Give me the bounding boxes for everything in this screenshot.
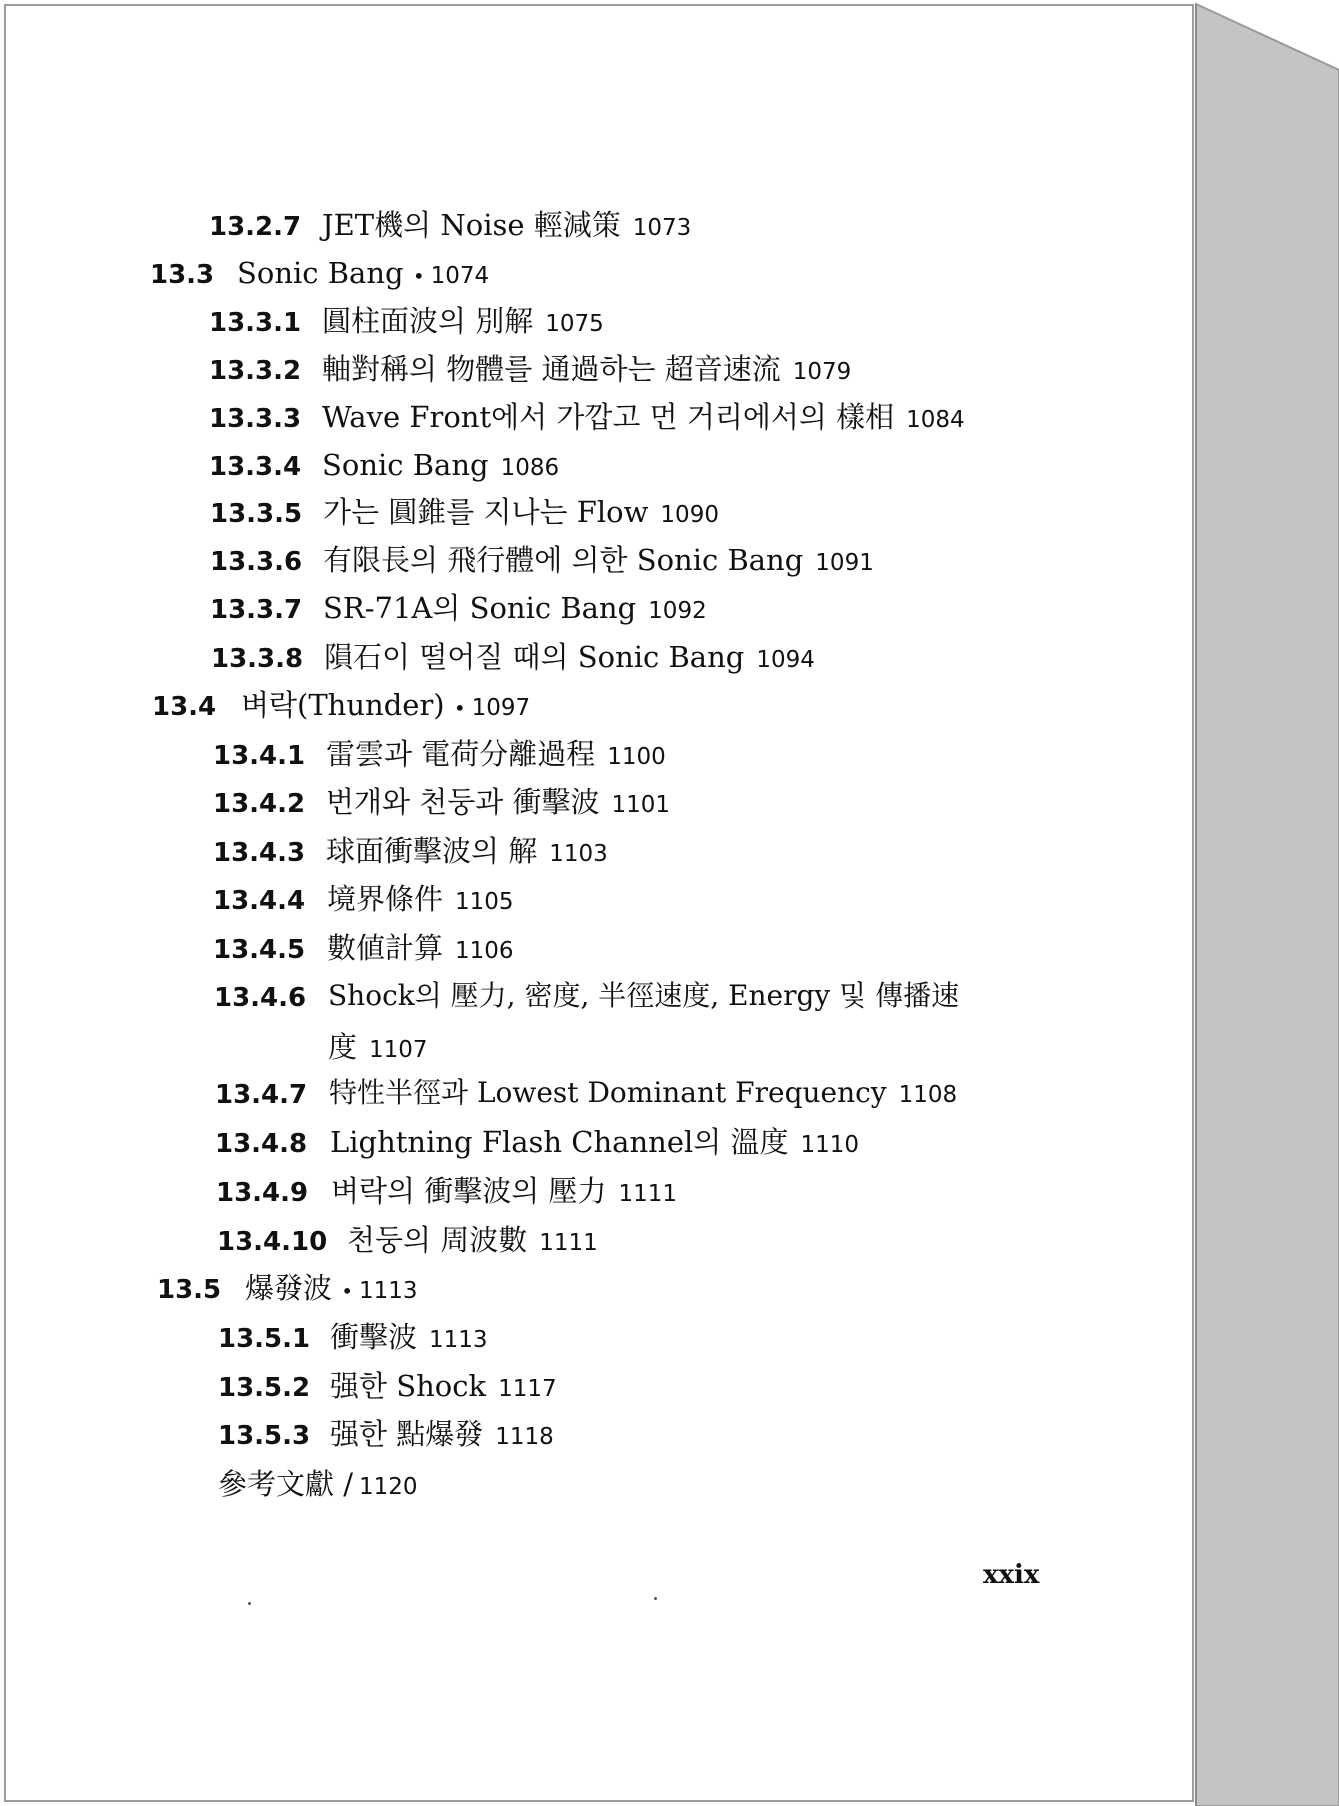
toc-separator: • [341,1279,354,1303]
toc-number: 13.3.7 [210,595,303,625]
toc-entry [347,1223,598,1260]
toc-entry [327,931,514,968]
toc-entry [322,208,691,245]
toc-number: 13.3.8 [211,644,304,674]
toc-page: 1105 [455,889,514,915]
toc-title: 强한 Shock [330,1369,487,1403]
toc-title: 衝擊波 [330,1320,418,1354]
toc-number: 13.4.5 [213,935,306,965]
toc-number: 13.3.3 [209,404,302,434]
toc-title: 度 [328,1030,358,1064]
toc-title: 천둥의 周波數 [347,1223,528,1257]
toc-entry [330,1369,557,1406]
toc-number: 13.5.3 [218,1421,311,1451]
toc-title: 번개와 천둥과 衝擊波 [326,785,600,819]
toc-entry [322,448,559,485]
toc-page: 1101 [611,792,671,818]
toc-page: 1111 [539,1230,598,1256]
toc-title: 强한 點爆發 [330,1417,484,1451]
toc-number: 13.4.10 [217,1227,328,1257]
toc-title: 爆發波 [245,1271,333,1305]
toc-number: 13.3 [150,260,215,290]
toc-separator: • [412,264,425,288]
toc-page: 1079 [792,359,852,385]
toc-page: 1084 [906,407,965,433]
toc-number: 13.4.2 [213,789,306,819]
toc-title: 雷雲과 電荷分離過程 [326,737,596,771]
toc-entry [322,304,604,341]
toc-title: 特性半徑과 Lowest Dominant Frequency [329,1076,887,1109]
toc-number: 13.5 [157,1275,222,1305]
toc-separator: / [343,1467,354,1501]
page-number: xxix [983,1560,1040,1590]
toc-page: 1113 [429,1327,488,1353]
toc-entry [241,688,530,725]
toc-page: 1090 [660,502,719,528]
toc-number: 13.3.2 [209,356,302,386]
toc-entry [330,1125,859,1162]
scan-speck [654,1597,657,1600]
toc-entry [322,400,965,437]
toc-entry [324,640,815,677]
toc-page: 1075 [545,311,604,337]
toc-page: 1106 [455,938,514,964]
toc-entry [326,785,670,822]
toc-page: 1110 [800,1132,860,1158]
toc-page: 1100 [607,744,666,770]
toc-entry [323,495,719,532]
toc-entry [237,256,489,293]
toc-page: 1111 [618,1181,678,1207]
toc-title: 가는 圓錐를 지나는 Flow [323,495,649,529]
toc-title: Lightning Flash Channel의 溫度 [330,1125,789,1159]
toc-page: 1120 [359,1474,418,1500]
toc-title: Sonic Bang [237,256,404,290]
toc-number: 13.4.7 [215,1080,308,1110]
toc-entry-continuation [328,1030,428,1067]
toc-title: 隕石이 떨어질 때의 Sonic Bang [324,640,745,674]
toc-page: 1108 [898,1082,958,1108]
toc-number: 13.3.6 [210,547,303,577]
toc-number: 13.5.2 [218,1373,311,1403]
toc-title: 軸對稱의 物體를 通過하는 超音速流 [322,352,781,386]
toc-page: 1103 [549,841,608,867]
toc-entry [323,591,707,628]
scan-speck [248,1602,251,1605]
toc-number: 13.4.9 [216,1178,309,1208]
toc-entry [329,1076,957,1112]
toc-page: 1113 [359,1278,418,1304]
toc-title: SR-71A의 Sonic Bang [323,591,637,625]
toc-title: Shock의 壓力, 密度, 半徑速度, Energy 및 傳播速 [328,979,960,1012]
toc-entry [327,882,514,919]
toc-number: 13.4.8 [215,1129,308,1159]
toc-title: 參考文獻 [218,1467,335,1501]
toc-number: 13.4 [152,692,217,722]
toc-page: 1118 [495,1424,554,1450]
toc-title: Wave Front에서 가깝고 먼 거리에서의 樣相 [322,400,895,434]
toc-entry [331,1174,677,1211]
toc-number: 13.4.3 [213,838,306,868]
toc-page: 1094 [756,647,815,673]
toc-page: 1073 [632,215,692,241]
toc-entry [323,543,874,580]
toc-page: 1091 [815,550,874,576]
toc-entry [326,737,666,774]
toc-entry [326,834,608,871]
toc-title: JET機의 Noise 輕減策 [322,208,621,242]
toc-entry [328,979,959,1013]
toc-number: 13.4.4 [213,886,306,916]
toc-title: Sonic Bang [322,448,489,482]
toc-entry [330,1417,554,1454]
toc-separator: • [453,696,466,720]
toc-page: 1086 [500,455,560,481]
toc-page: 1107 [369,1037,428,1063]
toc-title: 벼락의 衝擊波의 壓力 [331,1174,607,1208]
toc-title: 球面衝擊波의 解 [326,834,538,868]
toc-page: 1092 [648,598,707,624]
toc-number: 13.3.5 [210,499,303,529]
toc-title: 境界條件 [327,882,444,916]
toc-title: 有限長의 飛行體에 의한 Sonic Bang [323,543,804,577]
toc-entry [322,352,851,389]
toc-number: 13.3.4 [209,452,302,482]
toc-entry-references [218,1467,418,1504]
toc-title: 벼락(Thunder) [241,688,445,722]
toc-number: 13.5.1 [218,1324,311,1354]
toc-number: 13.3.1 [209,308,302,338]
toc-title: 圓柱面波의 別解 [322,304,534,338]
toc-entry [245,1271,418,1308]
toc-title: 數値計算 [327,931,444,965]
toc-page: 1117 [498,1376,557,1402]
toc-entry [330,1320,488,1357]
toc-page: 1097 [471,695,531,721]
toc-page: 1074 [430,263,490,289]
toc-number: 13.4.1 [213,741,306,771]
toc-number: 13.4.6 [214,983,307,1013]
toc-number: 13.2.7 [209,212,302,242]
